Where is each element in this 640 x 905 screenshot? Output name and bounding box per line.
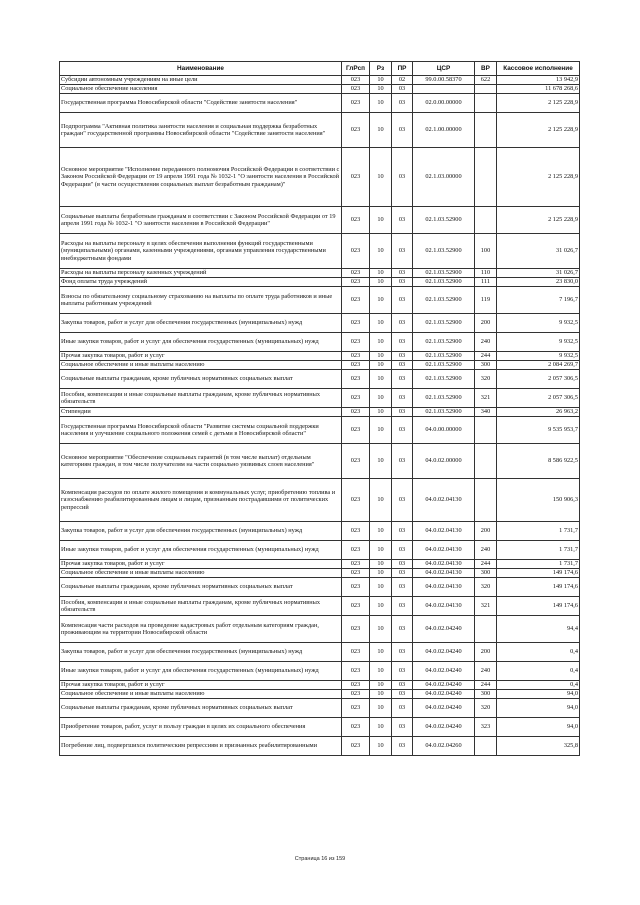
cell-pr: 03 bbox=[392, 361, 413, 370]
cell-rz: 10 bbox=[370, 578, 392, 597]
table-row bbox=[60, 76, 580, 85]
cell-name: Иные закупки товаров, работ и услуг для обеспечения государственных (муниципальных) нужд bbox=[60, 333, 342, 352]
cell-grbs: 023 bbox=[342, 560, 370, 569]
cell-amount: 13 942,9 bbox=[497, 76, 580, 85]
cell-vr: 622 bbox=[475, 76, 497, 85]
cell-vr: 320 bbox=[475, 578, 497, 597]
cell-grbs: 023 bbox=[342, 389, 370, 408]
cell-pr: 03 bbox=[392, 278, 413, 287]
cell-grbs: 023 bbox=[342, 113, 370, 148]
table-row bbox=[60, 269, 580, 278]
table-row bbox=[60, 597, 580, 616]
cell-pr: 03 bbox=[392, 148, 413, 207]
cell-amount: 94,0 bbox=[497, 718, 580, 737]
cell-rz: 10 bbox=[370, 522, 392, 541]
table-row bbox=[60, 718, 580, 737]
table-header-row bbox=[60, 62, 580, 76]
cell-rz: 10 bbox=[370, 718, 392, 737]
table-row bbox=[60, 361, 580, 370]
cell-name: Государственная программа Новосибирской области "Развитие системы социальной поддержки населения и улучшение социального положения семей с детьми в Новосибирской области" bbox=[60, 417, 342, 444]
cell-name: Подпрограмма "Активная политика занятости населения и социальная поддержка безработных граждан" государственной программы Новосибирской области "Содействие занятости населения" bbox=[60, 113, 342, 148]
cell-pr: 03 bbox=[392, 85, 413, 94]
cell-amount: 2 125 228,9 bbox=[497, 94, 580, 113]
header-rz: Рз bbox=[370, 62, 392, 76]
cell-grbs: 023 bbox=[342, 479, 370, 522]
cell-amount: 94,0 bbox=[497, 699, 580, 718]
cell-name: Закупка товаров, работ и услуг для обеспечения государственных (муниципальных) нужд bbox=[60, 314, 342, 333]
cell-pr: 03 bbox=[392, 408, 413, 417]
cell-pr: 03 bbox=[392, 690, 413, 699]
cell-vr: 111 bbox=[475, 278, 497, 287]
cell-pr: 03 bbox=[392, 522, 413, 541]
cell-grbs: 023 bbox=[342, 681, 370, 690]
cell-rz: 10 bbox=[370, 352, 392, 361]
cell-csr: 02.1.03.52900 bbox=[413, 352, 475, 361]
table-row bbox=[60, 234, 580, 269]
cell-amount: 2 125 228,9 bbox=[497, 148, 580, 207]
cell-grbs: 023 bbox=[342, 269, 370, 278]
cell-rz: 10 bbox=[370, 541, 392, 560]
cell-grbs: 023 bbox=[342, 578, 370, 597]
cell-grbs: 023 bbox=[342, 616, 370, 643]
cell-name: Социальное обеспечение и иные выплаты населению bbox=[60, 690, 342, 699]
cell-vr bbox=[475, 737, 497, 756]
cell-pr: 03 bbox=[392, 352, 413, 361]
page-footer: Страница 16 из 159 bbox=[294, 856, 346, 862]
cell-vr bbox=[475, 417, 497, 444]
cell-pr: 03 bbox=[392, 699, 413, 718]
cell-vr bbox=[475, 94, 497, 113]
cell-rz: 10 bbox=[370, 94, 392, 113]
cell-pr: 03 bbox=[392, 718, 413, 737]
cell-name: Расходы на выплаты персоналу в целях обеспечения выполнения функций государственными (муниципальными) органами, казенными учреждениями, органами управления государственными внебюджетными фондами bbox=[60, 234, 342, 269]
cell-amount: 31 026,7 bbox=[497, 269, 580, 278]
cell-grbs: 023 bbox=[342, 699, 370, 718]
cell-rz: 10 bbox=[370, 234, 392, 269]
cell-pr: 03 bbox=[392, 417, 413, 444]
cell-csr: 04.0.02.04240 bbox=[413, 681, 475, 690]
header-csr: ЦСР bbox=[413, 62, 475, 76]
cell-amount: 9 932,5 bbox=[497, 333, 580, 352]
cell-csr: 02.1.03.52900 bbox=[413, 234, 475, 269]
cell-rz: 10 bbox=[370, 148, 392, 207]
cell-name: Социальные выплаты гражданам, кроме публичных нормативных социальных выплат bbox=[60, 578, 342, 597]
cell-vr: 320 bbox=[475, 699, 497, 718]
cell-name: Взносы по обязательному социальному страхованию на выплаты по оплате труда работников и иные выплаты работникам учреждений bbox=[60, 287, 342, 314]
cell-csr: 04.0.02.04240 bbox=[413, 718, 475, 737]
cell-amount: 2 057 306,5 bbox=[497, 370, 580, 389]
cell-pr: 03 bbox=[392, 389, 413, 408]
cell-vr bbox=[475, 444, 497, 479]
cell-name: Социальные выплаты безработным гражданам в соответствии с Законом Российской Федерации от 19 апреля 1991 года № 1032-1 "О занятости населения в Российской Федерации" bbox=[60, 207, 342, 234]
cell-pr: 03 bbox=[392, 314, 413, 333]
cell-grbs: 023 bbox=[342, 718, 370, 737]
cell-amount: 0,4 bbox=[497, 681, 580, 690]
table-row bbox=[60, 389, 580, 408]
cell-rz: 10 bbox=[370, 681, 392, 690]
cell-rz: 10 bbox=[370, 76, 392, 85]
cell-rz: 10 bbox=[370, 269, 392, 278]
cell-grbs: 023 bbox=[342, 737, 370, 756]
table-body bbox=[60, 76, 580, 756]
cell-grbs: 023 bbox=[342, 444, 370, 479]
cell-grbs: 023 bbox=[342, 417, 370, 444]
cell-csr: 02.1.03.52900 bbox=[413, 278, 475, 287]
cell-rz: 10 bbox=[370, 569, 392, 578]
cell-pr: 03 bbox=[392, 479, 413, 522]
header-name: Наименование bbox=[60, 62, 342, 76]
table-row bbox=[60, 690, 580, 699]
cell-rz: 10 bbox=[370, 479, 392, 522]
cell-rz: 10 bbox=[370, 113, 392, 148]
cell-name: Государственная программа Новосибирской области "Содействие занятости населения" bbox=[60, 94, 342, 113]
cell-csr bbox=[413, 85, 475, 94]
table-row bbox=[60, 207, 580, 234]
cell-csr: 04.0.02.04130 bbox=[413, 569, 475, 578]
cell-amount: 94,4 bbox=[497, 616, 580, 643]
table-row bbox=[60, 643, 580, 662]
cell-grbs: 023 bbox=[342, 569, 370, 578]
cell-grbs: 023 bbox=[342, 333, 370, 352]
cell-name: Прочая закупка товаров, работ и услуг bbox=[60, 560, 342, 569]
cell-rz: 10 bbox=[370, 85, 392, 94]
cell-pr: 03 bbox=[392, 578, 413, 597]
cell-pr: 03 bbox=[392, 94, 413, 113]
cell-amount: 2 125 228,9 bbox=[497, 207, 580, 234]
table-row bbox=[60, 113, 580, 148]
cell-name: Компенсация части расходов на проведение кадастровых работ отдельным категориям граждан, проживающим на территории Новосибирской области bbox=[60, 616, 342, 643]
table-row bbox=[60, 569, 580, 578]
cell-csr: 04.0.02.04240 bbox=[413, 616, 475, 643]
table-row bbox=[60, 444, 580, 479]
cell-rz: 10 bbox=[370, 408, 392, 417]
cell-rz: 10 bbox=[370, 699, 392, 718]
cell-name: Закупка товаров, работ и услуг для обеспечения государственных (муниципальных) нужд bbox=[60, 522, 342, 541]
cell-vr: 110 bbox=[475, 269, 497, 278]
cell-amount: 0,4 bbox=[497, 643, 580, 662]
cell-vr: 200 bbox=[475, 522, 497, 541]
table-row bbox=[60, 522, 580, 541]
cell-grbs: 023 bbox=[342, 148, 370, 207]
cell-vr bbox=[475, 148, 497, 207]
cell-csr: 02.1.03.52900 bbox=[413, 389, 475, 408]
cell-pr: 03 bbox=[392, 560, 413, 569]
table-row bbox=[60, 287, 580, 314]
table-row bbox=[60, 148, 580, 207]
cell-grbs: 023 bbox=[342, 352, 370, 361]
cell-name: Погребение лиц, подвергшихся политическим репрессиям и признанных реабилитированными bbox=[60, 737, 342, 756]
table-row bbox=[60, 616, 580, 643]
cell-pr: 03 bbox=[392, 737, 413, 756]
cell-vr bbox=[475, 85, 497, 94]
cell-csr: 99.0.00.58370 bbox=[413, 76, 475, 85]
cell-vr: 244 bbox=[475, 352, 497, 361]
table-row bbox=[60, 681, 580, 690]
cell-name: Иные закупки товаров, работ и услуг для обеспечения государственных (муниципальных) нужд bbox=[60, 541, 342, 560]
table-row bbox=[60, 94, 580, 113]
cell-grbs: 023 bbox=[342, 662, 370, 681]
cell-vr: 300 bbox=[475, 690, 497, 699]
cell-pr: 03 bbox=[392, 597, 413, 616]
cell-pr: 03 bbox=[392, 681, 413, 690]
cell-grbs: 023 bbox=[342, 278, 370, 287]
cell-vr: 244 bbox=[475, 681, 497, 690]
cell-rz: 10 bbox=[370, 643, 392, 662]
cell-amount: 11 678 268,6 bbox=[497, 85, 580, 94]
cell-grbs: 023 bbox=[342, 408, 370, 417]
cell-vr: 100 bbox=[475, 234, 497, 269]
table-row bbox=[60, 370, 580, 389]
table-row bbox=[60, 314, 580, 333]
cell-csr: 04.0.02.04130 bbox=[413, 479, 475, 522]
cell-csr: 02.1.03.52900 bbox=[413, 370, 475, 389]
cell-rz: 10 bbox=[370, 207, 392, 234]
cell-pr: 03 bbox=[392, 269, 413, 278]
cell-name: Пособия, компенсации и иные социальные выплаты гражданам, кроме публичных нормативных обязательств bbox=[60, 597, 342, 616]
cell-csr: 02.0.00.00000 bbox=[413, 94, 475, 113]
cell-pr: 02 bbox=[392, 76, 413, 85]
cell-csr: 02.1.03.52900 bbox=[413, 207, 475, 234]
cell-vr: 300 bbox=[475, 569, 497, 578]
cell-vr: 321 bbox=[475, 389, 497, 408]
table-row bbox=[60, 417, 580, 444]
cell-vr: 119 bbox=[475, 287, 497, 314]
cell-amount: 149 174,6 bbox=[497, 578, 580, 597]
cell-vr: 340 bbox=[475, 408, 497, 417]
cell-amount: 94,0 bbox=[497, 690, 580, 699]
cell-amount: 8 586 922,5 bbox=[497, 444, 580, 479]
cell-amount: 7 196,7 bbox=[497, 287, 580, 314]
cell-pr: 03 bbox=[392, 643, 413, 662]
table-row bbox=[60, 560, 580, 569]
cell-vr: 200 bbox=[475, 643, 497, 662]
cell-name: Приобретение товаров, работ, услуг в пользу граждан в целях их социального обеспечения bbox=[60, 718, 342, 737]
cell-grbs: 023 bbox=[342, 522, 370, 541]
table-row bbox=[60, 408, 580, 417]
cell-vr bbox=[475, 113, 497, 148]
cell-amount: 9 932,5 bbox=[497, 352, 580, 361]
cell-grbs: 023 bbox=[342, 287, 370, 314]
cell-name: Социальные выплаты гражданам, кроме публичных нормативных социальных выплат bbox=[60, 699, 342, 718]
cell-amount: 1 731,7 bbox=[497, 560, 580, 569]
cell-amount: 1 731,7 bbox=[497, 541, 580, 560]
cell-amount: 2 084 269,7 bbox=[497, 361, 580, 370]
cell-pr: 03 bbox=[392, 287, 413, 314]
budget-table bbox=[59, 61, 580, 756]
table-row bbox=[60, 479, 580, 522]
cell-vr: 320 bbox=[475, 370, 497, 389]
cell-csr: 04.0.02.04260 bbox=[413, 737, 475, 756]
header-amount: Кассовое исполнение bbox=[497, 62, 580, 76]
cell-name: Расходы на выплаты персоналу казенных учреждений bbox=[60, 269, 342, 278]
cell-name: Субсидии автономным учреждениям на иные цели bbox=[60, 76, 342, 85]
cell-pr: 03 bbox=[392, 569, 413, 578]
cell-rz: 10 bbox=[370, 597, 392, 616]
cell-rz: 10 bbox=[370, 314, 392, 333]
table-row bbox=[60, 699, 580, 718]
cell-grbs: 023 bbox=[342, 314, 370, 333]
cell-pr: 03 bbox=[392, 444, 413, 479]
cell-pr: 03 bbox=[392, 234, 413, 269]
cell-csr: 04.0.02.04240 bbox=[413, 643, 475, 662]
cell-name: Закупка товаров, работ и услуг для обеспечения государственных (муниципальных) нужд bbox=[60, 643, 342, 662]
cell-amount: 23 830,0 bbox=[497, 278, 580, 287]
cell-amount: 325,8 bbox=[497, 737, 580, 756]
cell-rz: 10 bbox=[370, 333, 392, 352]
budget-table-container bbox=[59, 61, 579, 756]
cell-csr: 04.0.02.04130 bbox=[413, 522, 475, 541]
header-grbs: ГлРсп bbox=[342, 62, 370, 76]
cell-rz: 10 bbox=[370, 417, 392, 444]
cell-grbs: 023 bbox=[342, 234, 370, 269]
cell-name: Прочая закупка товаров, работ и услуг bbox=[60, 681, 342, 690]
cell-name: Социальное обеспечение и иные выплаты населению bbox=[60, 361, 342, 370]
cell-vr: 321 bbox=[475, 597, 497, 616]
cell-pr: 03 bbox=[392, 333, 413, 352]
cell-rz: 10 bbox=[370, 444, 392, 479]
cell-amount: 150 906,3 bbox=[497, 479, 580, 522]
cell-name: Социальные выплаты гражданам, кроме публичных нормативных социальных выплат bbox=[60, 370, 342, 389]
cell-csr: 04.0.02.04130 bbox=[413, 578, 475, 597]
cell-rz: 10 bbox=[370, 361, 392, 370]
cell-pr: 03 bbox=[392, 113, 413, 148]
cell-csr: 04.0.02.04240 bbox=[413, 699, 475, 718]
table-row bbox=[60, 578, 580, 597]
cell-pr: 03 bbox=[392, 616, 413, 643]
cell-name: Иные закупки товаров, работ и услуг для обеспечения государственных (муниципальных) нужд bbox=[60, 662, 342, 681]
cell-csr: 02.1.00.00000 bbox=[413, 113, 475, 148]
cell-name: Стипендии bbox=[60, 408, 342, 417]
cell-amount: 26 963,2 bbox=[497, 408, 580, 417]
cell-rz: 10 bbox=[370, 560, 392, 569]
cell-grbs: 023 bbox=[342, 94, 370, 113]
cell-rz: 10 bbox=[370, 737, 392, 756]
cell-csr: 02.1.03.52900 bbox=[413, 287, 475, 314]
cell-name: Пособия, компенсации и иные социальные выплаты гражданам, кроме публичных нормативных обязательств bbox=[60, 389, 342, 408]
cell-amount: 149 174,6 bbox=[497, 597, 580, 616]
cell-amount: 149 174,6 bbox=[497, 569, 580, 578]
cell-rz: 10 bbox=[370, 287, 392, 314]
cell-amount: 1 731,7 bbox=[497, 522, 580, 541]
cell-amount: 0,4 bbox=[497, 662, 580, 681]
cell-grbs: 023 bbox=[342, 690, 370, 699]
cell-csr: 02.1.03.52900 bbox=[413, 408, 475, 417]
cell-csr: 04.0.02.04240 bbox=[413, 690, 475, 699]
table-row bbox=[60, 352, 580, 361]
cell-grbs: 023 bbox=[342, 76, 370, 85]
cell-rz: 10 bbox=[370, 616, 392, 643]
cell-pr: 03 bbox=[392, 370, 413, 389]
cell-amount: 9 932,5 bbox=[497, 314, 580, 333]
cell-csr: 04.0.02.04130 bbox=[413, 597, 475, 616]
cell-csr: 02.1.03.52900 bbox=[413, 314, 475, 333]
cell-name: Основное мероприятие "Обеспечение социальных гарантий (в том числе выплат) отдельным категориям граждан, в том числе получателям на части социально уязвимых слоев населения" bbox=[60, 444, 342, 479]
cell-amount: 2 125 228,9 bbox=[497, 113, 580, 148]
cell-name: Фонд оплаты труда учреждений bbox=[60, 278, 342, 287]
cell-vr bbox=[475, 616, 497, 643]
table-row bbox=[60, 662, 580, 681]
cell-grbs: 023 bbox=[342, 597, 370, 616]
cell-amount: 2 057 306,5 bbox=[497, 389, 580, 408]
cell-vr: 323 bbox=[475, 718, 497, 737]
table-row bbox=[60, 333, 580, 352]
cell-vr: 244 bbox=[475, 560, 497, 569]
cell-grbs: 023 bbox=[342, 361, 370, 370]
cell-name: Социальное обеспечение и иные выплаты населению bbox=[60, 569, 342, 578]
cell-grbs: 023 bbox=[342, 370, 370, 389]
cell-vr: 200 bbox=[475, 314, 497, 333]
cell-grbs: 023 bbox=[342, 541, 370, 560]
cell-rz: 10 bbox=[370, 389, 392, 408]
cell-rz: 10 bbox=[370, 662, 392, 681]
cell-rz: 10 bbox=[370, 690, 392, 699]
cell-csr: 02.1.03.52900 bbox=[413, 333, 475, 352]
cell-csr: 02.1.03.52900 bbox=[413, 361, 475, 370]
cell-vr: 240 bbox=[475, 333, 497, 352]
cell-grbs: 023 bbox=[342, 85, 370, 94]
table-row bbox=[60, 541, 580, 560]
cell-name: Прочая закупка товаров, работ и услуг bbox=[60, 352, 342, 361]
cell-csr: 04.0.02.04130 bbox=[413, 541, 475, 560]
cell-amount: 31 026,7 bbox=[497, 234, 580, 269]
cell-vr: 300 bbox=[475, 361, 497, 370]
cell-rz: 10 bbox=[370, 278, 392, 287]
cell-pr: 03 bbox=[392, 207, 413, 234]
cell-pr: 03 bbox=[392, 541, 413, 560]
cell-csr: 04.0.00.00000 bbox=[413, 417, 475, 444]
cell-name: Социальное обеспечение населения bbox=[60, 85, 342, 94]
cell-vr bbox=[475, 207, 497, 234]
cell-vr: 240 bbox=[475, 541, 497, 560]
cell-csr: 04.0.02.04130 bbox=[413, 560, 475, 569]
cell-vr bbox=[475, 479, 497, 522]
cell-grbs: 023 bbox=[342, 207, 370, 234]
table-row bbox=[60, 278, 580, 287]
cell-grbs: 023 bbox=[342, 643, 370, 662]
cell-csr: 02.1.03.00000 bbox=[413, 148, 475, 207]
cell-amount: 9 535 953,7 bbox=[497, 417, 580, 444]
cell-name: Компенсация расходов по оплате жилого помещения и коммунальных услуг, приобретению топлива и газоснабжению реабилитированным лицам и лицам, признанным пострадавшими от политических репрессий bbox=[60, 479, 342, 522]
cell-vr: 240 bbox=[475, 662, 497, 681]
cell-name: Основное мероприятие "Исполнение переданного полномочия Российской Федерации в соответствии с Законом Российской Федерации от 19 апреля 1991 года № 1032-1 "О занятости населения в Российской Федерации" (в части осуществления социальных выплат безработным гражданам)" bbox=[60, 148, 342, 207]
cell-rz: 10 bbox=[370, 370, 392, 389]
cell-pr: 03 bbox=[392, 662, 413, 681]
cell-csr: 04.0.02.04240 bbox=[413, 662, 475, 681]
table-row bbox=[60, 85, 580, 94]
table-row bbox=[60, 737, 580, 756]
header-vr: ВР bbox=[475, 62, 497, 76]
cell-csr: 02.1.03.52900 bbox=[413, 269, 475, 278]
cell-csr: 04.0.02.00000 bbox=[413, 444, 475, 479]
header-pr: ПР bbox=[392, 62, 413, 76]
